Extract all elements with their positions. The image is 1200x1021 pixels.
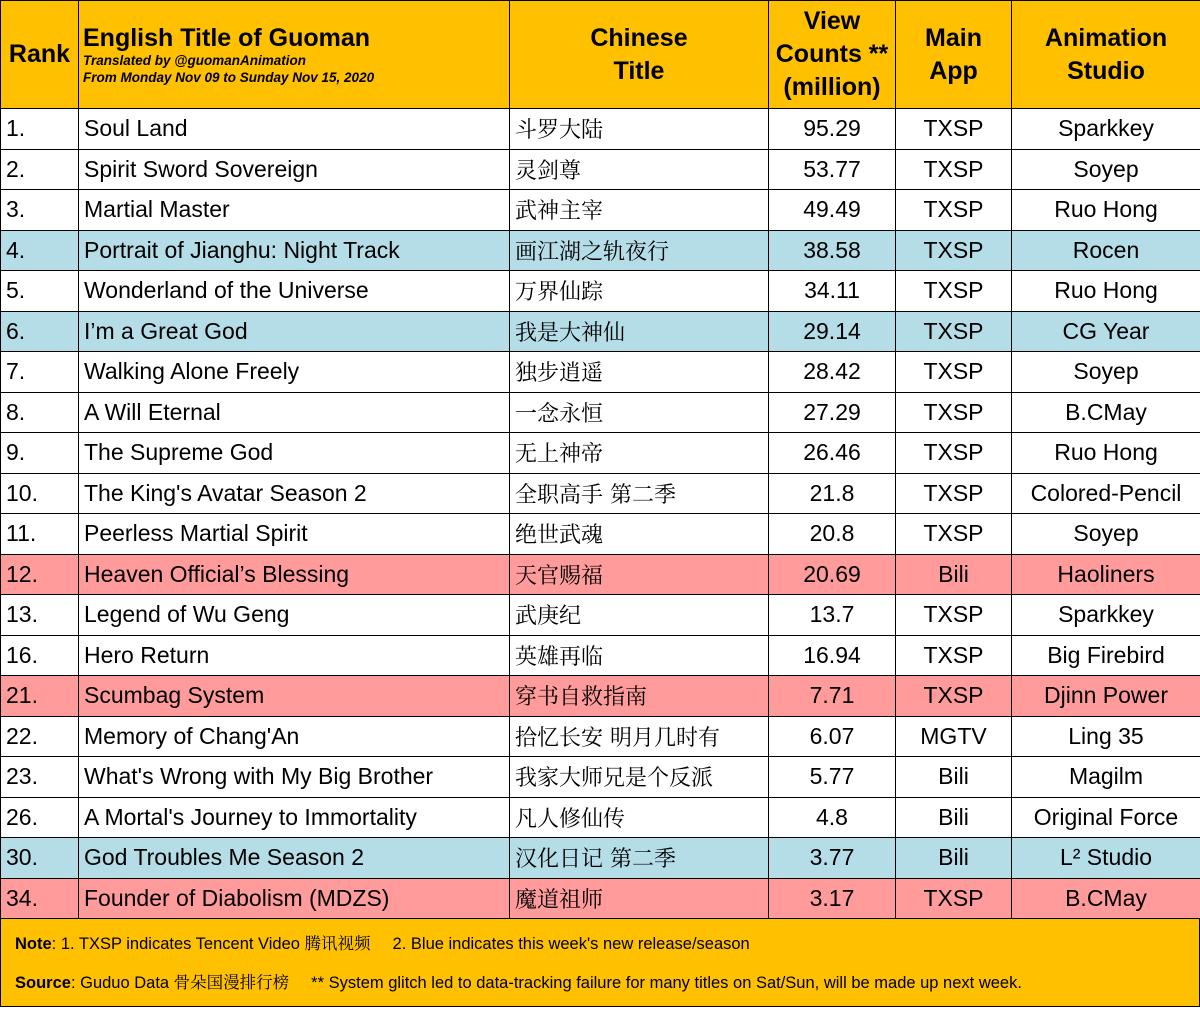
animation-studio-cell: L² Studio bbox=[1012, 838, 1200, 879]
main-app-cell: TXSP bbox=[896, 473, 1012, 514]
table-row bbox=[1, 271, 1200, 312]
chinese-title-cell: 拾忆长安 明月几时有 bbox=[510, 716, 769, 757]
rank-cell: 34. bbox=[1, 878, 79, 919]
animation-studio-cell: Sparkkey bbox=[1012, 109, 1200, 150]
english-title-cell: Portrait of Jianghu: Night Track bbox=[79, 230, 510, 271]
animation-studio-cell: B.CMay bbox=[1012, 878, 1200, 919]
view-count-cell: 34.11 bbox=[769, 271, 896, 312]
main-app-cell: TXSP bbox=[896, 109, 1012, 150]
table-row bbox=[1, 878, 1200, 919]
chinese-title-cell: 武神主宰 bbox=[510, 190, 769, 231]
rank-cell: 26. bbox=[1, 797, 79, 838]
view-count-cell: 26.46 bbox=[769, 433, 896, 474]
table-row bbox=[1, 757, 1200, 798]
animation-studio-cell: Ling 35 bbox=[1012, 716, 1200, 757]
chinese-title-cell: 凡人修仙传 bbox=[510, 797, 769, 838]
translator-credit: Translated by @guomanAnimation bbox=[83, 52, 306, 68]
animation-studio-header: Animation Studio bbox=[1012, 1, 1200, 109]
main-app-cell: TXSP bbox=[896, 352, 1012, 393]
view-count-cell: 21.8 bbox=[769, 473, 896, 514]
main-app-cell: TXSP bbox=[896, 433, 1012, 474]
main-app-cell: TXSP bbox=[896, 311, 1012, 352]
table-row bbox=[1, 473, 1200, 514]
english-title-header-label: English Title of Guoman bbox=[83, 23, 371, 52]
chinese-title-cell: 武庚纪 bbox=[510, 595, 769, 636]
note-2: 2. Blue indicates this week's new release/season bbox=[392, 935, 750, 953]
view-count-cell: 20.69 bbox=[769, 554, 896, 595]
view-count-cell: 3.77 bbox=[769, 838, 896, 879]
chinese-title-cell: 我是大神仙 bbox=[510, 311, 769, 352]
animation-studio-cell: B.CMay bbox=[1012, 392, 1200, 433]
table-row bbox=[1, 838, 1200, 879]
chinese-title-cell: 天官赐福 bbox=[510, 554, 769, 595]
main-app-cell: TXSP bbox=[896, 878, 1012, 919]
english-title-cell: Scumbag System bbox=[79, 676, 510, 717]
note-1: : 1. TXSP indicates Tencent Video 腾讯视频 bbox=[51, 935, 371, 953]
table-row bbox=[1, 352, 1200, 393]
chinese-title-cell: 魔道祖师 bbox=[510, 878, 769, 919]
rank-header: Rank bbox=[1, 1, 79, 109]
english-title-cell: Peerless Martial Spirit bbox=[79, 514, 510, 555]
english-title-cell: Walking Alone Freely bbox=[79, 352, 510, 393]
date-range: From Monday Nov 09 to Sunday Nov 15, 2020 bbox=[83, 69, 375, 85]
view-count-cell: 13.7 bbox=[769, 595, 896, 636]
rank-cell: 4. bbox=[1, 230, 79, 271]
animation-studio-cell: Rocen bbox=[1012, 230, 1200, 271]
animation-studio-cell: Sparkkey bbox=[1012, 595, 1200, 636]
view-counts-header: View Counts ** (million) bbox=[769, 1, 896, 109]
chinese-title-cell: 全职高手 第二季 bbox=[510, 473, 769, 514]
header-row bbox=[1, 1, 1200, 109]
table-row bbox=[1, 149, 1200, 190]
english-title-cell: Legend of Wu Geng bbox=[79, 595, 510, 636]
rank-cell: 7. bbox=[1, 352, 79, 393]
english-title-cell: Wonderland of the Universe bbox=[79, 271, 510, 312]
rank-cell: 21. bbox=[1, 676, 79, 717]
view-count-cell: 27.29 bbox=[769, 392, 896, 433]
main-app-cell: Bili bbox=[896, 554, 1012, 595]
view-count-cell: 5.77 bbox=[769, 757, 896, 798]
table-row bbox=[1, 635, 1200, 676]
english-title-cell: I’m a Great God bbox=[79, 311, 510, 352]
table-row bbox=[1, 676, 1200, 717]
table-row bbox=[1, 595, 1200, 636]
rank-cell: 22. bbox=[1, 716, 79, 757]
animation-studio-cell: CG Year bbox=[1012, 311, 1200, 352]
rank-cell: 23. bbox=[1, 757, 79, 798]
view-count-cell: 53.77 bbox=[769, 149, 896, 190]
rank-cell: 30. bbox=[1, 838, 79, 879]
view-count-cell: 49.49 bbox=[769, 190, 896, 231]
english-title-header bbox=[79, 1, 510, 109]
notes-panel bbox=[0, 919, 1200, 1007]
main-app-cell: TXSP bbox=[896, 230, 1012, 271]
chinese-title-cell: 万界仙踪 bbox=[510, 271, 769, 312]
animation-studio-cell: Original Force bbox=[1012, 797, 1200, 838]
view-count-cell: 7.71 bbox=[769, 676, 896, 717]
main-app-cell: TXSP bbox=[896, 514, 1012, 555]
main-app-cell: Bili bbox=[896, 757, 1012, 798]
main-app-cell: TXSP bbox=[896, 271, 1012, 312]
rank-cell: 8. bbox=[1, 392, 79, 433]
animation-studio-cell: Ruo Hong bbox=[1012, 271, 1200, 312]
chinese-title-cell: 我家大师兄是个反派 bbox=[510, 757, 769, 798]
view-count-cell: 95.29 bbox=[769, 109, 896, 150]
note-line bbox=[15, 931, 1185, 970]
main-app-cell: TXSP bbox=[896, 392, 1012, 433]
rank-cell: 13. bbox=[1, 595, 79, 636]
table-row bbox=[1, 190, 1200, 231]
table-row bbox=[1, 311, 1200, 352]
view-count-cell: 6.07 bbox=[769, 716, 896, 757]
rank-cell: 11. bbox=[1, 514, 79, 555]
view-count-cell: 3.17 bbox=[769, 878, 896, 919]
rank-cell: 12. bbox=[1, 554, 79, 595]
main-app-cell: TXSP bbox=[896, 635, 1012, 676]
chinese-title-cell: 汉化日记 第二季 bbox=[510, 838, 769, 879]
rank-cell: 16. bbox=[1, 635, 79, 676]
note-label: Note bbox=[15, 935, 52, 953]
chinese-title-cell: 穿书自救指南 bbox=[510, 676, 769, 717]
animation-studio-cell: Soyep bbox=[1012, 149, 1200, 190]
table-row bbox=[1, 392, 1200, 433]
rank-cell: 3. bbox=[1, 190, 79, 231]
rank-cell: 6. bbox=[1, 311, 79, 352]
animation-studio-cell: Soyep bbox=[1012, 352, 1200, 393]
main-app-header: Main App bbox=[896, 1, 1012, 109]
english-title-cell: What's Wrong with My Big Brother bbox=[79, 757, 510, 798]
table-row bbox=[1, 109, 1200, 150]
rank-cell: 10. bbox=[1, 473, 79, 514]
english-title-cell: Martial Master bbox=[79, 190, 510, 231]
chinese-title-cell: 无上神帝 bbox=[510, 433, 769, 474]
animation-studio-cell: Big Firebird bbox=[1012, 635, 1200, 676]
english-title-cell: The Supreme God bbox=[79, 433, 510, 474]
chinese-title-cell: 绝世武魂 bbox=[510, 514, 769, 555]
view-count-cell: 20.8 bbox=[769, 514, 896, 555]
main-app-cell: Bili bbox=[896, 797, 1012, 838]
table-row bbox=[1, 514, 1200, 555]
main-app-cell: TXSP bbox=[896, 676, 1012, 717]
table-row bbox=[1, 797, 1200, 838]
table-row bbox=[1, 716, 1200, 757]
chinese-title-header: Chinese Title bbox=[510, 1, 769, 109]
view-count-cell: 29.14 bbox=[769, 311, 896, 352]
animation-studio-cell: Colored-Pencil bbox=[1012, 473, 1200, 514]
chinese-title-cell: 画江湖之轨夜行 bbox=[510, 230, 769, 271]
english-title-cell: The King's Avatar Season 2 bbox=[79, 473, 510, 514]
source-line bbox=[15, 970, 1185, 1009]
main-app-cell: TXSP bbox=[896, 595, 1012, 636]
english-title-cell: A Mortal's Journey to Immortality bbox=[79, 797, 510, 838]
english-title-cell: Soul Land bbox=[79, 109, 510, 150]
source-text: : Guduo Data 骨朵国漫排行榜 bbox=[70, 974, 290, 992]
animation-studio-cell: Soyep bbox=[1012, 514, 1200, 555]
english-title-cell: Memory of Chang'An bbox=[79, 716, 510, 757]
animation-studio-cell: Magilm bbox=[1012, 757, 1200, 798]
main-app-cell: TXSP bbox=[896, 149, 1012, 190]
english-title-cell: God Troubles Me Season 2 bbox=[79, 838, 510, 879]
rank-cell: 2. bbox=[1, 149, 79, 190]
table-row bbox=[1, 230, 1200, 271]
english-title-cell: Founder of Diabolism (MDZS) bbox=[79, 878, 510, 919]
chinese-title-cell: 英雄再临 bbox=[510, 635, 769, 676]
chinese-title-cell: 独步逍遥 bbox=[510, 352, 769, 393]
main-app-cell: TXSP bbox=[896, 190, 1012, 231]
table-row bbox=[1, 554, 1200, 595]
animation-studio-cell: Ruo Hong bbox=[1012, 433, 1200, 474]
view-count-cell: 28.42 bbox=[769, 352, 896, 393]
english-title-cell: A Will Eternal bbox=[79, 392, 510, 433]
source-label: Source bbox=[15, 974, 71, 992]
view-count-cell: 4.8 bbox=[769, 797, 896, 838]
view-count-cell: 16.94 bbox=[769, 635, 896, 676]
rank-cell: 9. bbox=[1, 433, 79, 474]
animation-studio-cell: Haoliners bbox=[1012, 554, 1200, 595]
english-title-cell: Spirit Sword Sovereign bbox=[79, 149, 510, 190]
chinese-title-cell: 一念永恒 bbox=[510, 392, 769, 433]
rank-cell: 5. bbox=[1, 271, 79, 312]
chinese-title-cell: 斗罗大陆 bbox=[510, 109, 769, 150]
english-title-cell: Heaven Official’s Blessing bbox=[79, 554, 510, 595]
main-app-cell: MGTV bbox=[896, 716, 1012, 757]
table-row bbox=[1, 433, 1200, 474]
rank-cell: 1. bbox=[1, 109, 79, 150]
main-app-cell: Bili bbox=[896, 838, 1012, 879]
animation-studio-cell: Djinn Power bbox=[1012, 676, 1200, 717]
animation-studio-cell: Ruo Hong bbox=[1012, 190, 1200, 231]
view-count-cell: 38.58 bbox=[769, 230, 896, 271]
chinese-title-cell: 灵剑尊 bbox=[510, 149, 769, 190]
glitch-footnote: ** System glitch led to data-tracking failure for many titles on Sat/Sun, will be made up next week. bbox=[311, 974, 1022, 992]
english-title-cell: Hero Return bbox=[79, 635, 510, 676]
